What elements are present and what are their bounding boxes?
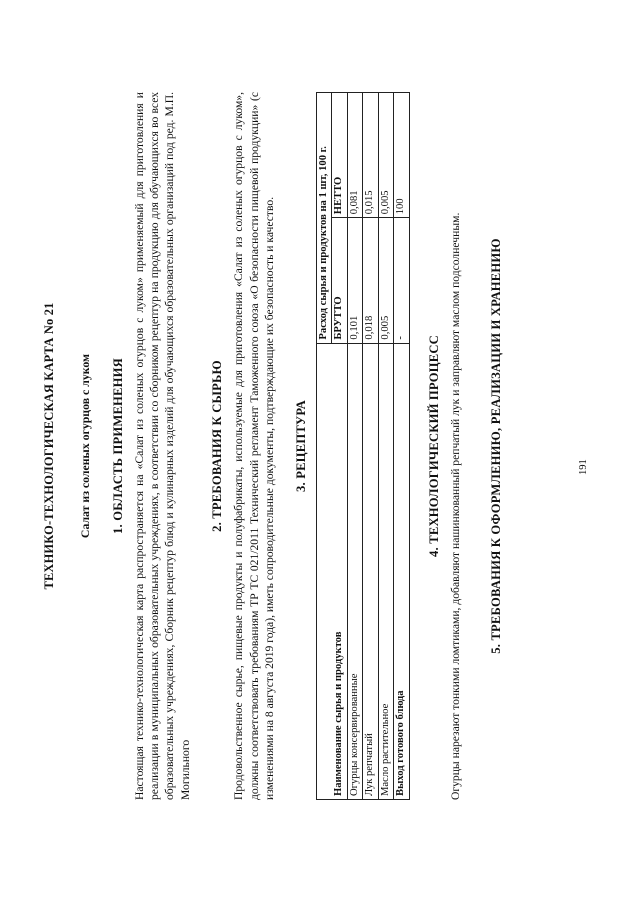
section-text-scope: Настоящая технико-технологическая карта распространяется на «Салат из соленых огурцов с луком» применяемый для приготовления и реализации в муниципальных образовательных учреждениях, в соответствии со сборником рецептур на продукцию для обучающихся во всех образовательных учреждениях, Сборник рецептур блюд и кулинарных изделий для обучающихся образовательных организаций под ред. М.П. Могильного xyxy=(132,92,192,800)
cell-brutto: 0,101 xyxy=(347,218,363,343)
header-brutto: БРУТТО xyxy=(332,218,348,343)
section-heading-scope: 1. ОБЛАСТЬ ПРИМЕНЕНИЯ xyxy=(110,358,125,534)
cell-netto: 0,005 xyxy=(378,93,394,218)
header-netto: НЕТТО xyxy=(332,93,348,218)
document-body xyxy=(42,92,510,800)
recipe-table xyxy=(316,92,410,800)
cell-brutto: 0,018 xyxy=(363,218,379,343)
cell-output-netto: 100 xyxy=(394,93,410,218)
section-heading-presentation: 5. ТРЕБОВАНИЯ К ОФОРМЛЕНИЮ, РЕАЛИЗАЦИИ И ХРАНЕНИЮ xyxy=(489,238,504,654)
table-row xyxy=(347,93,363,800)
cell-brutto: 0,005 xyxy=(378,218,394,343)
section-heading-recipe: 3. РЕЦЕПТУРА xyxy=(294,400,309,492)
cell-output-name: Выход готового блюда xyxy=(394,343,410,799)
cell-netto: 0,015 xyxy=(363,93,379,218)
cell-name: Масло растительное xyxy=(378,343,394,799)
table-row xyxy=(378,93,394,800)
table-row xyxy=(363,93,379,800)
section-text-process: Огурцы нарезают тонкими ломтиками, добавляют нашинкованный репчатый лук и заправляют маслом подсолнечным. xyxy=(448,212,462,800)
document-title: ТЕХНИКО-ТЕХНОЛОГИЧЕСКАЯ КАРТА No 21 xyxy=(42,302,56,590)
table-header-row xyxy=(316,93,332,800)
document-subtitle: Салат из соленых огурцов с луком xyxy=(78,353,93,539)
section-heading-process: 4. ТЕХНОЛОГИЧЕСКИЙ ПРОЦЕСС xyxy=(426,335,441,557)
cell-netto: 0,081 xyxy=(347,93,363,218)
cell-name: Огурцы консервированные xyxy=(347,343,363,799)
section-text-raw-materials: Продовольственное сырье, пищевые продукты и полуфабрикаты, используемые для приготовления «Салат из соленых огурцов с луком», должны соответствовать требованиям ТР ТС 021/2011 Технический регламент Таможенного союза «О безопасности пищевой продукции» (с изменениями на 8 августа 2019 года), иметь сопроводительные документы, подтверждающие их безопасность и качество. xyxy=(232,92,276,800)
cell-name: Лук репчатый xyxy=(363,343,379,799)
header-product-name: Наименование сырья и продуктов xyxy=(316,343,347,799)
section-heading-raw-materials: 2. ТРЕБОВАНИЯ К СЫРЬЮ xyxy=(210,360,225,532)
page-number: 191 xyxy=(578,459,589,475)
table-output-row xyxy=(394,93,410,800)
header-consumption: Расход сырья и продуктов на 1 шт, 100 г. xyxy=(316,93,332,344)
cell-output-brutto: - xyxy=(394,218,410,343)
